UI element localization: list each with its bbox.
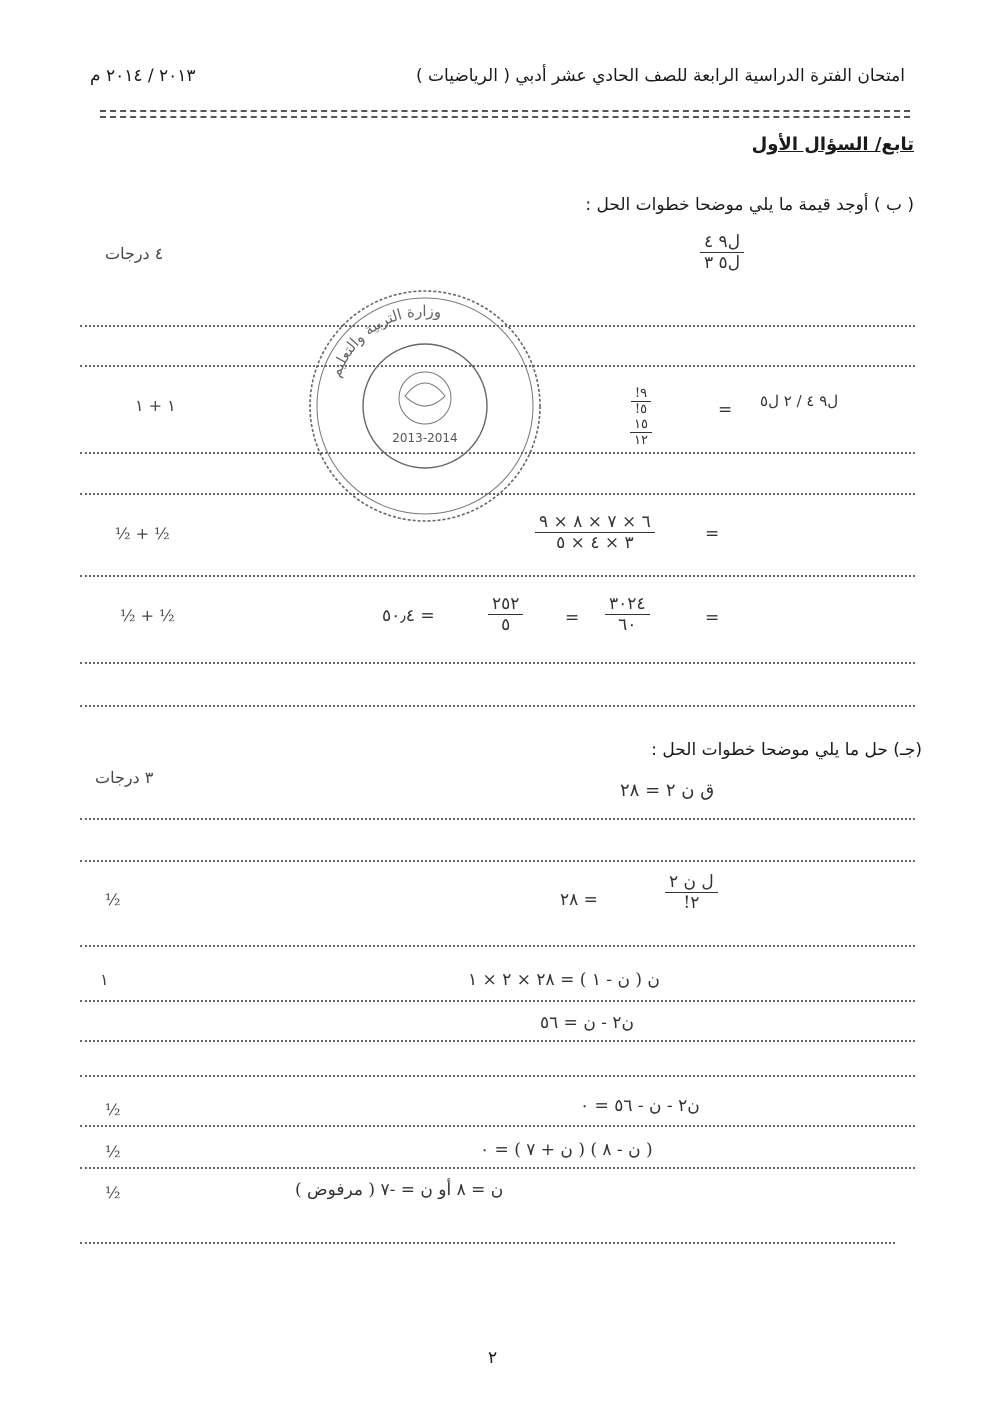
- answer-line: [80, 365, 915, 367]
- answer-line: [80, 705, 915, 707]
- step2-eq: =: [705, 524, 720, 544]
- answer-line: [80, 1040, 915, 1042]
- answer-line: [80, 818, 915, 820]
- step2-grade: ½ + ½: [115, 524, 170, 543]
- seal-outer-text: وزارة التربية والتعليم: [326, 301, 443, 380]
- step3-fraction: $\frac{٣٠٢٤}{٦٠}$: [605, 594, 650, 635]
- step2-fraction: $\frac{٦ \times ٧ \times ٨ \times ٩}{٣ \times ٤ \times ٥}$: [535, 512, 655, 553]
- step1-eq: =: [718, 400, 733, 420]
- part-b-expression: $\frac{\text{ل٩ ٤}}{\text{ل٥ ٣}}$: [700, 232, 744, 273]
- answer-line: [80, 662, 915, 664]
- header-divider-2: [100, 116, 910, 118]
- exam-header: [90, 66, 905, 86]
- step3-grade: ½ + ½: [120, 606, 175, 625]
- answer-line: [80, 575, 915, 577]
- line5-expression: ( ن - ٨ ) ( ن + ٧ ) = ٠: [480, 1140, 653, 1160]
- answer-line: [80, 1242, 895, 1244]
- answer-line: [80, 1075, 915, 1077]
- step3-result: = ٥٠٫٤: [382, 606, 435, 626]
- header-divider: [100, 110, 910, 112]
- line4-expression: ن٢ - ن - ٥٦ = ٠: [580, 1096, 700, 1116]
- answer-line: [80, 493, 915, 495]
- page-number: ٢: [488, 1348, 498, 1368]
- line3-expression: ن٢ - ن = ٥٦: [540, 1013, 634, 1033]
- exam-title: امتحان الفترة الدراسية الرابعة للصف الحادي عشر أدبي ( الرياضيات ): [415, 66, 905, 86]
- answer-line: [80, 452, 915, 454]
- school-seal: [305, 286, 545, 526]
- line1-fraction: $\frac{\text{ل ن ٢}}{٢!}$: [665, 872, 718, 913]
- step1-grade: ١ + ١: [135, 396, 176, 415]
- step1-expression: ل٩ ٤ / ٢ ل٥: [760, 392, 839, 410]
- answer-line: [80, 945, 915, 947]
- line4-grade: ½: [105, 1100, 121, 1119]
- part-c-equation: ق ن ٢ = ٢٨: [620, 780, 715, 801]
- answer-line: [80, 1167, 915, 1169]
- part-b-grade-total: ٤ درجات: [105, 244, 164, 263]
- svg-text:وزارة التربية والتعليم: [326, 302, 443, 380]
- step3-mid-fraction: $\frac{٢٥٢}{٥}$: [488, 594, 523, 635]
- line2-grade: ١: [100, 970, 109, 989]
- answer-line: [80, 860, 915, 862]
- part-c-grade-total: ٣ درجات: [95, 768, 154, 787]
- line1-rhs: = ٢٨: [560, 890, 598, 910]
- step1-left-fraction: ٩! ٥! ١٥ ١٢: [630, 382, 652, 448]
- line6-expression: ن = ٨ أو ن = -٧ ( مرفوض ): [295, 1180, 504, 1200]
- part-b-prompt: ( ب ) أوجد قيمة ما يلي موضحا خطوات الحل :: [585, 195, 914, 215]
- answer-line: [80, 1000, 915, 1002]
- question-title: تابع/ السؤال الأول: [751, 134, 914, 155]
- seal-year: 2013-2014: [392, 431, 458, 445]
- step3-eq: =: [565, 608, 580, 628]
- line6-grade: ½: [105, 1183, 121, 1202]
- line1-grade: ½: [105, 890, 121, 909]
- line5-grade: ½: [105, 1142, 121, 1161]
- part-c-prompt: (جـ) حل ما يلي موضحا خطوات الحل :: [651, 740, 922, 760]
- answer-line: [80, 1125, 915, 1127]
- step3-eq-2: =: [705, 608, 720, 628]
- line2-expression: ن ( ن - ١ ) = ٢٨ × ٢ × ١: [468, 970, 660, 990]
- exam-year: ٢٠١٣ / ٢٠١٤ م: [90, 66, 196, 86]
